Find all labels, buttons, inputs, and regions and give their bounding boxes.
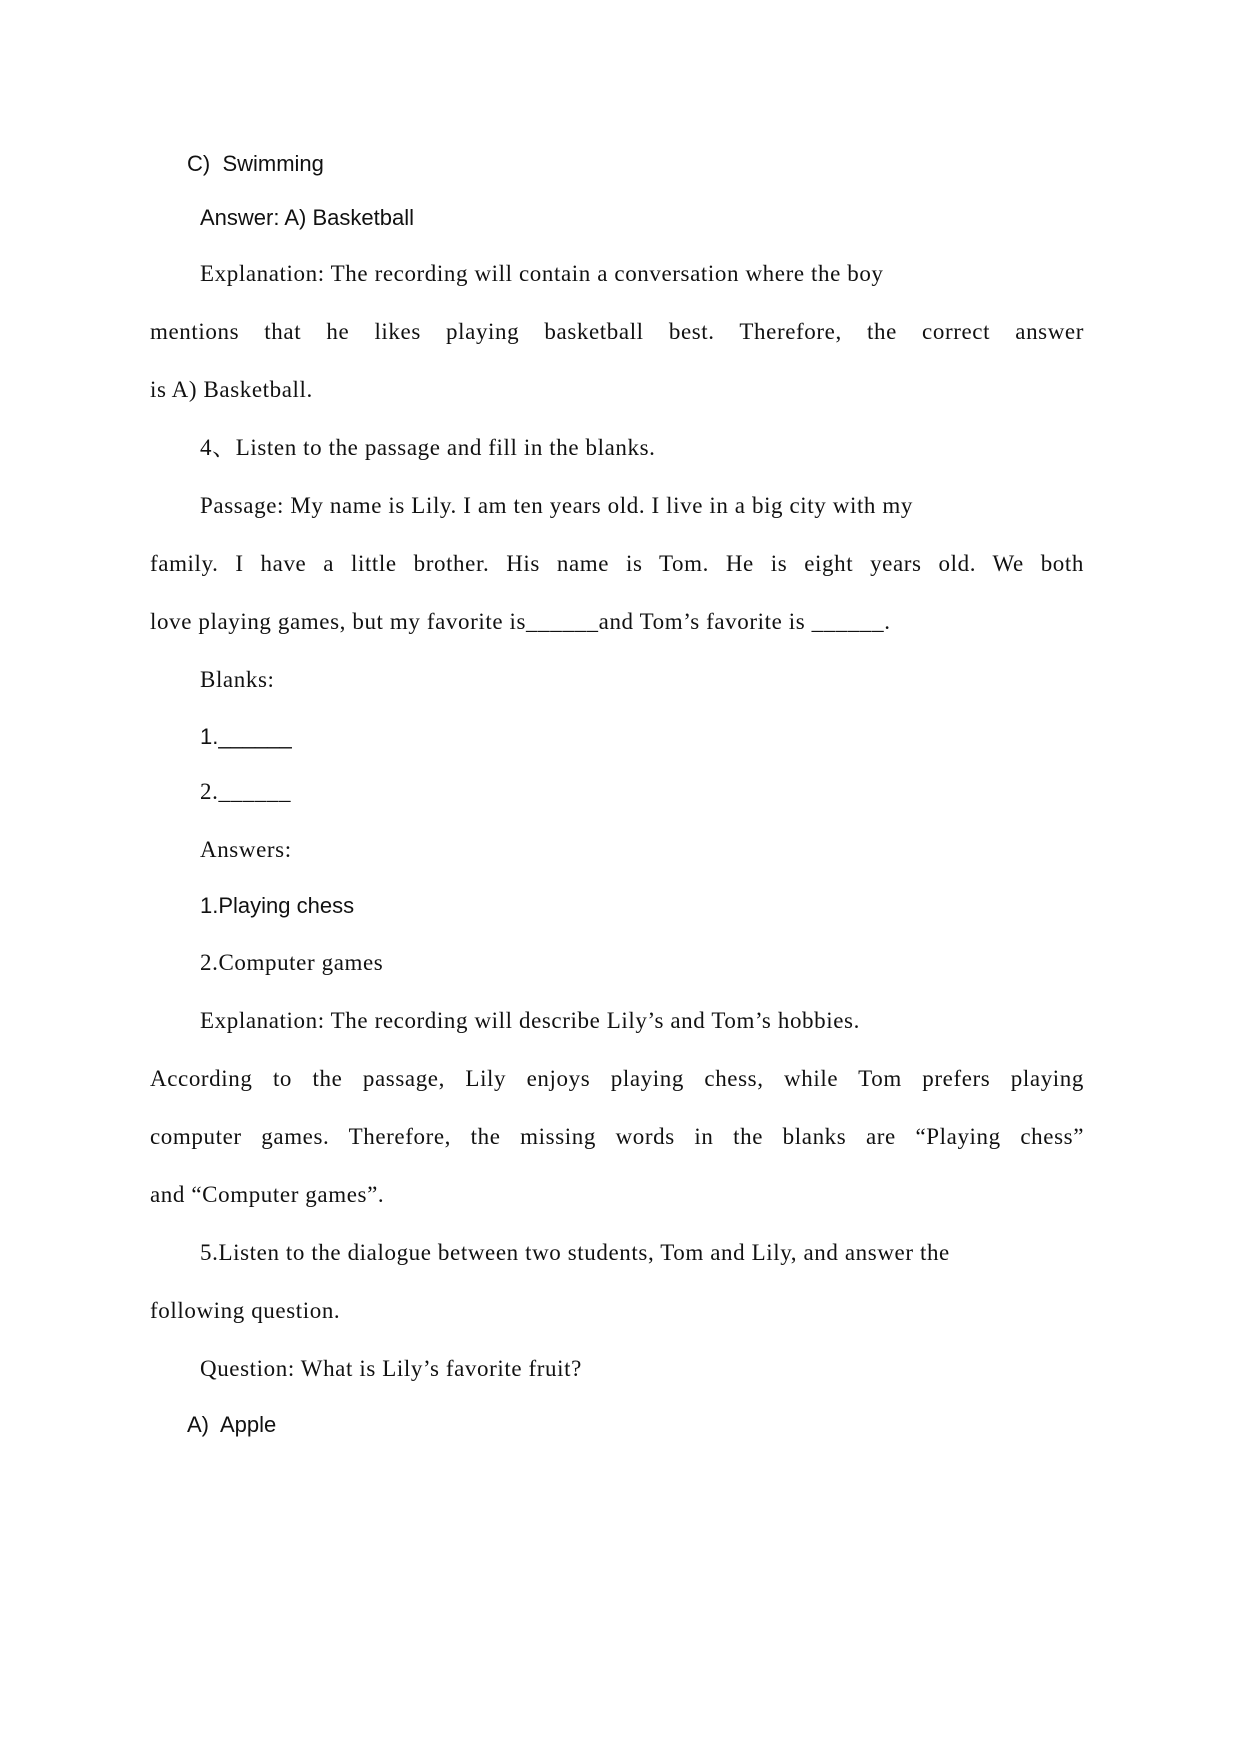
blank-2: 2.______ [200,779,292,804]
explanation-1-line-3: is A) Basketball. [150,377,313,402]
question-5-line-2: following question. [150,1298,341,1323]
explanation-2-line-1: Explanation: The recording will describe Lily’s and Tom’s hobbies. [200,1008,860,1033]
answer-1: 1.Playing chess [200,893,355,918]
explanation-2-line-4: and “Computer games”. [150,1182,385,1207]
explanation-2-line-3: computer games. Therefore, the missing words in the blanks are “Playing chess” [150,1124,1084,1149]
question-4-heading: 4、Listen to the passage and fill in the blanks. [200,435,656,460]
passage-line-2: family. I have a little brother. His name is Tom. He is eight years old. We both [150,551,1084,576]
blanks-label: Blanks: [200,667,275,692]
answers-label: Answers: [200,837,292,862]
question-5-line-1: 5.Listen to the dialogue between two students, Tom and Lily, and answer the [200,1240,950,1265]
answer-line: Answer: A) Basketball [200,205,414,230]
option-c-swimming: C) Swimming [187,151,324,176]
option-a-apple: A) Apple [187,1412,277,1437]
explanation-1-line-2: mentions that he likes playing basketball best. Therefore, the correct answer [150,319,1084,344]
question-line: Question: What is Lily’s favorite fruit? [200,1356,582,1381]
passage-line-1: Passage: My name is Lily. I am ten years old. I live in a big city with my [200,493,913,518]
blank-1: 1.______ [200,724,292,749]
explanation-2-line-2: According to the passage, Lily enjoys playing chess, while Tom prefers playing [150,1066,1084,1091]
answer-2: 2.Computer games [200,950,384,975]
passage-line-3: love playing games, but my favorite is______and Tom’s favorite is ______. [150,609,891,634]
explanation-1-line-1: Explanation: The recording will contain a conversation where the boy [200,261,884,286]
